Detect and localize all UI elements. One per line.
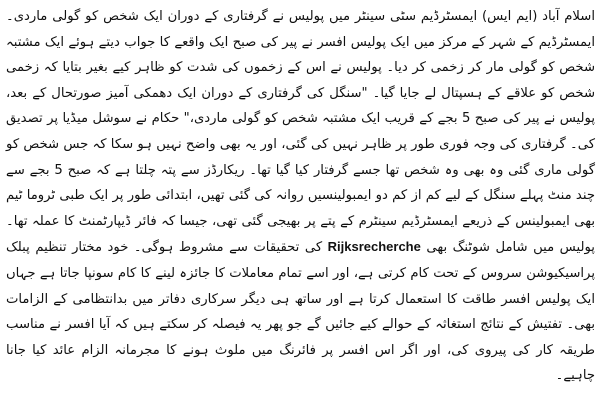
article-text-part-1: اسلام آباد (ایم ایس) ایمسٹرڈیم سٹی سینٹر میں پولیس نے گرفتاری کے دوران ایک شخص کو گولی ماردی۔ ایمسٹرڈیم کے شہر کے مرکز میں ایک پولیس افسر نے پیر کی صبح ایک واقعے کا جواب دیتے ہوئے ایک مشتبہ شخص کو گولی مار کر زخمی کر دیا۔ پولیس نے اس کے زخموں کی شدت کو ظاہر کیے بغیر بتایا کہ زخمی شخص کو علاقے کے ہسپتال لے جایا گیا۔ "سنگل کی گرفتاری کے دوران ایک دھمکی آمیز صورتحال کے بعد، پولیس نے پیر کی صبح 5 بجے کے قریب ایک مشتبہ شخص کو گولی ماردی،" حکام نے سوشل میڈیا پر تصدیق کی۔ گرفتاری کی وجہ فوری طور پر ظاہر نہیں کی گئی، اور یہ بھی واضح نہیں ہو سکا کہ جس شخص کو گولی ماری گئی وہ بھی وہ شخص تھا جسے گرفتار کیا گیا تھا۔ ریکارڈز سے پتہ چلتا ہے کہ صبح 5 بجے سے چند منٹ پہلے سنگل کے لیے کم از کم دو ایمبولینسیں روانہ کی گئی تھیں، ابتدائی طور پر ایک طبی ٹروما ٹیم بھی ایمبولینس کے ذریعے ایمسٹرڈیم سینٹرم کے پتے پر بھیجی گئی تھی، جیسا کہ فائر ڈیپارٹمنٹ کا عملہ تھا۔ پولیس میں شامل شوٹنگ بھی	[6, 9, 595, 256]
article-body	[6, 4, 595, 389]
organization-name: Rijksrecherche	[327, 239, 421, 255]
article-text-part-2: کی تحقیقات سے مشروط ہوگی۔ خود مختار تنظیم پبلک پراسیکیوشن سروس کے تحت کام کرتی ہے، اور اسے تمام معاملات کا جائزہ لینے کا کام سونپا جاتا ہے جہاں ایک پولیس افسر طاقت کا استعمال کرتا ہے اور ساتھ ہی دیگر سرکاری دفاتر میں بدانتظامی کے الزامات بھی۔ تفتیش کے نتائج استغاثہ کے حوالے کیے جائیں گے جو پھر یہ فیصلہ کر سکتے ہیں کہ آیا افسر نے مناسب طریقہ کار کی پیروی کی، اور اگر اس افسر پر فائرنگ میں ملوث ہونے کا مجرمانہ الزام عائد کیا جانا چاہیے۔	[6, 240, 595, 384]
